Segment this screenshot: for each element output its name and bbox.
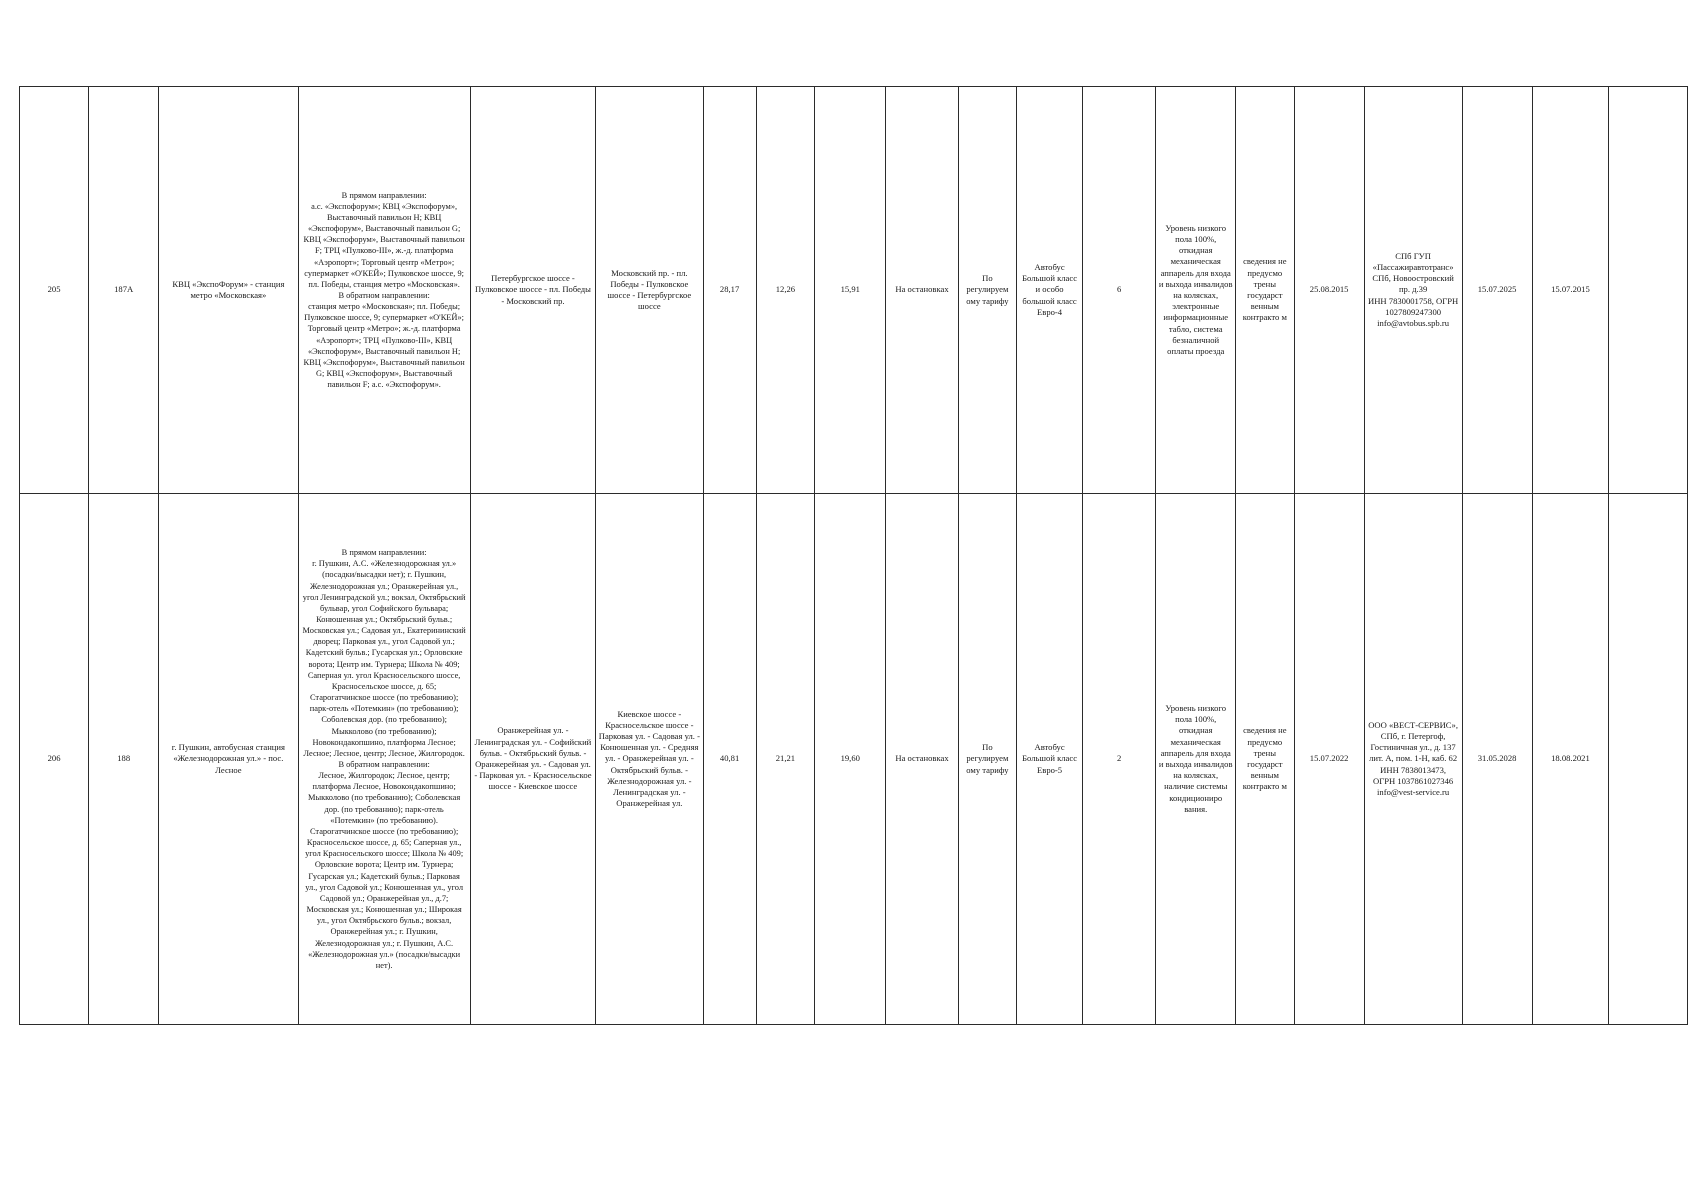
cell-length-total: 28,17 <box>703 87 756 494</box>
cell-contract-end: 31.05.2028 <box>1462 494 1532 1025</box>
cell-length-backward: 19,60 <box>815 494 886 1025</box>
cell-start-date: 25.08.2015 <box>1294 87 1364 494</box>
cell-length-backward: 15,91 <box>815 87 886 494</box>
cell-carrier: ООО «ВЕСТ-СЕРВИС», СПб, г. Петергоф, Гостиничная ул., д. 137 лит. А, пом. 1-Н, каб. 62 ИНН 7838013473, ОГРН 1037861027346 info@vest-service.ru <box>1364 494 1462 1025</box>
cell-route-no: 187А <box>89 87 159 494</box>
cell-stops: В прямом направлении: г. Пушкин, А.С. «Железнодорожная ул.» (посадки/высадки нет); г. Пушкин, Железнодорожная ул.; Оранжерейная ул., угол Ленинградской ул.; вокзал, Октябрьский бульвар, угол Софийского бульвара; Конюшенная ул.; Октябрьский бульв.; Московская ул.; Садовая ул., Екатерининский дворец; Парковая ул., угол Садовой ул.; Кадетский бульв.; Гусарская ул.; Орловские ворота; Центр им. Турнера; Школа № 409; Саперная ул. угол Красносельского шоссе, Красносельское шоссе, д. 65; Старогатчинское шоссе (по требованию); парк-отель «Потемкин» (по требованию); Соболевская дор. (по требованию); Мыкколово (по требованию); Новокондакопшино, платформа Лесное; Лесное; Лесное, центр; Лесное, Жилгородок. В обратном направлении: Лесное, Жилгородок; Лесное, центр; платформа Лесное, Новокондакопшино; Мыкколово (по требованию); Соболевская дор. (по требованию); парк-отель «Потемкин» (по требованию). Старогатчинское шоссе (по требованию); Красносельское шоссе, д. 65; Саперная ул., угол Красносельского шоссе; Школа № 409; Орловские ворота; Центр им. Турнера; Гусарская ул.; Кадетский бульв.; Парковая ул., угол Садовой ул.; Конюшенная ул., угол Садовой ул.; Оранжерейная ул., д.7; Московская ул.; Конюшенная ул.; Широкая ул., угол Октябрьского бульв.; вокзал, Оранжерейная ул.; г. Пушкин, Железнодорожная ул.; г. Пушкин, А.С. «Железнодорожная ул.» (посадки/высадки нет). <box>298 494 470 1025</box>
cell-tariff: По регулируем ому тарифу <box>958 494 1016 1025</box>
cell-reg-no: 206 <box>20 494 89 1025</box>
cell-length-forward: 21,21 <box>756 494 814 1025</box>
cell-tariff: По регулируем ому тарифу <box>958 87 1016 494</box>
table-row <box>20 87 1688 494</box>
cell-streets-backward: Киевское шоссе - Красносельское шоссе - Парковая ул. - Садовая ул. - Конюшенная ул. - Средняя ул. - Оранжерейная ул. - Октябрьский бульв. - Железнодорожная ул. - Ленинградская ул. - Оранжерейная ул. <box>596 494 703 1025</box>
cell-streets-backward: Московский пр. - пл. Победы - Пулковское шоссе - Петербургское шоссе <box>596 87 703 494</box>
cell-streets-forward: Петербургское шоссе - Пулковское шоссе - пл. Победы - Московский пр. <box>470 87 595 494</box>
cell-route-name: КВЦ «ЭкспоФорум» - станция метро «Московская» <box>159 87 298 494</box>
cell-vehicles-count: 2 <box>1083 494 1156 1025</box>
cell-length-total: 40,81 <box>703 494 756 1025</box>
cell-extra <box>1609 494 1688 1025</box>
cell-streets-forward: Оранжерейная ул. - Ленинградская ул. - Софийский бульв. - Октябрьский бульв. - Оранжерейная ул. - Садовая ул. - Парковая ул. - Красносельское шоссе - Киевское шоссе <box>470 494 595 1025</box>
cell-boarding: На остановках <box>886 494 958 1025</box>
cell-route-name: г. Пушкин, автобусная станция «Железнодорожная ул.» - пос. Лесное <box>159 494 298 1025</box>
cell-reg-no: 205 <box>20 87 89 494</box>
cell-extra <box>1609 87 1688 494</box>
cell-vehicle: Автобус Большой класс Евро-5 <box>1017 494 1083 1025</box>
cell-contract-start: 15.07.2015 <box>1532 87 1609 494</box>
cell-characteristics: Уровень низкого пола 100%, откидная механическая аппарель для входа и выхода инвалидов на колясках, электронные информационные табло, система безналичной оплаты проезда <box>1156 87 1236 494</box>
cell-carrier: СПб ГУП «Пассажиравтотранс» СПб, Новоостровский пр. д.39 ИНН 7830001758, ОГРН 1027809247300 info@avtobus.spb.ru <box>1364 87 1462 494</box>
cell-vehicles-count: 6 <box>1083 87 1156 494</box>
cell-start-date: 15.07.2022 <box>1294 494 1364 1025</box>
cell-contract-info: сведения не предусмо трены государст венным контракто м <box>1236 87 1294 494</box>
cell-contract-start: 18.08.2021 <box>1532 494 1609 1025</box>
cell-contract-info: сведения не предусмо трены государст венным контракто м <box>1236 494 1294 1025</box>
cell-characteristics: Уровень низкого пола 100%, откидная механическая аппарель для входа и выхода инвалидов на колясках, наличие системы кондициониро вания. <box>1156 494 1236 1025</box>
route-registry-table <box>19 86 1688 1025</box>
cell-route-no: 188 <box>89 494 159 1025</box>
cell-boarding: На остановках <box>886 87 958 494</box>
cell-contract-end: 15.07.2025 <box>1462 87 1532 494</box>
table-row <box>20 494 1688 1025</box>
cell-length-forward: 12,26 <box>756 87 814 494</box>
cell-vehicle: Автобус Большой класс и особо большой класс Евро-4 <box>1017 87 1083 494</box>
cell-stops: В прямом направлении: а.с. «Экспофорум»; КВЦ «Экспофорум», Выставочный павильон Н; КВЦ «Экспофорум», Выставочный павильон G; КВЦ «Экспофорум», Выставочный павильон F; ТРЦ «Пулково-III», ж.-д. платформа «Аэропорт»; Торговый центр «Метро»; супермаркет «О'КЕЙ»; Пулковское шоссе, 9; пл. Победы, станция метро «Московская». В обратном направлении: станция метро «Московская»; пл. Победы; Пулковское шоссе, 9; супермаркет «О'КЕЙ»; Торговый центр «Метро»; ж.-д. платформа «Аэропорт»; ТРЦ «Пулково-III», КВЦ «Экспофорум», Выставочный павильон Н; КВЦ «Экспофорум», Выставочный павильон G; КВЦ «Экспофорум», Выставочный павильон F; а.с. «Экспофорум». <box>298 87 470 494</box>
